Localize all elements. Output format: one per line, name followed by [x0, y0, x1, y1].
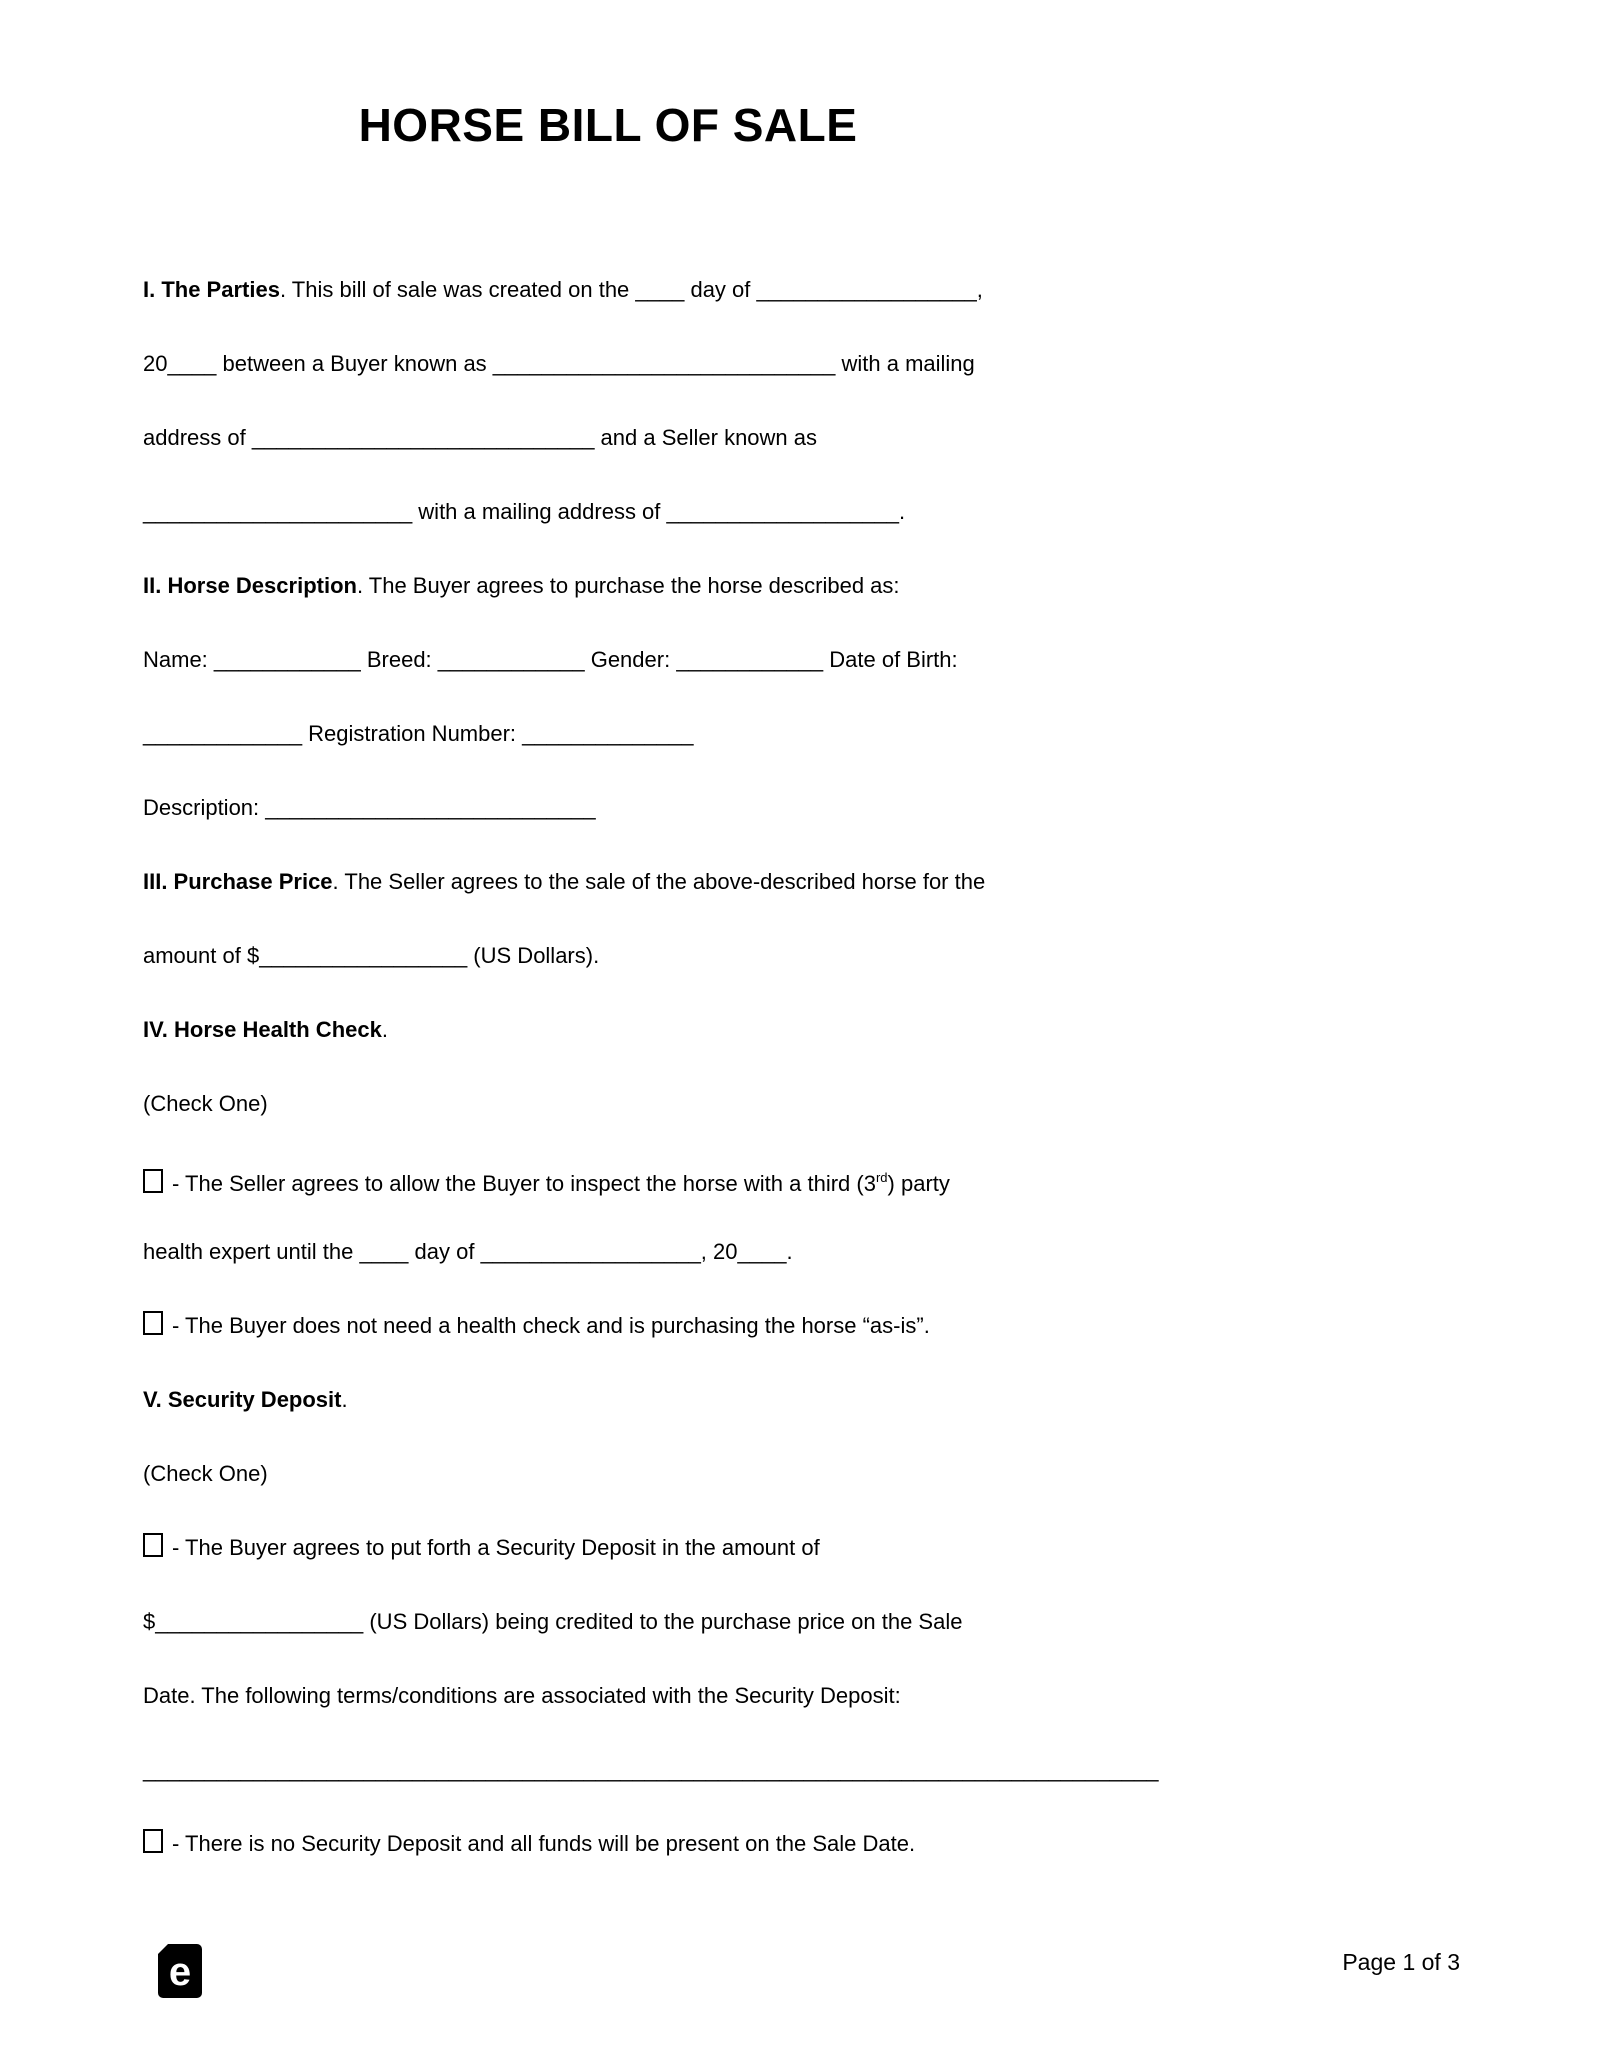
line-text: - The Buyer agrees to put forth a Security Deposit in the amount of — [172, 1535, 820, 1561]
line-text: health expert until the ____ day of __________________, 20____. — [143, 1239, 793, 1265]
checkbox-health-inspect[interactable] — [143, 1169, 163, 1193]
form-body — [143, 253, 1159, 1881]
line-text: - The Seller agrees to allow the Buyer to inspect the horse with a third (3 — [172, 1171, 876, 1197]
document-content — [143, 0, 1159, 1881]
section-heading-parties: I. The Parties — [143, 277, 280, 303]
line-text: (Check One) — [143, 1461, 268, 1487]
line-text: address of ____________________________ and a Seller known as — [143, 425, 818, 451]
checkbox-deposit-none[interactable] — [143, 1829, 163, 1853]
line-text: ) party — [887, 1171, 950, 1197]
page-number-label: Page 1 of 3 — [1342, 1949, 1460, 1975]
section-heading-horse-description: II. Horse Description — [143, 573, 357, 599]
checkbox-health-as-is[interactable] — [143, 1311, 163, 1335]
form-line — [143, 1659, 1073, 1733]
line-text: 20____ between a Buyer known as ____________________________ with a mailing — [143, 351, 975, 377]
form-line-check-one — [143, 1437, 1073, 1511]
form-line — [143, 1215, 1073, 1289]
line-text: . — [381, 1017, 388, 1043]
form-line-check-one — [143, 1067, 1073, 1141]
form-line-option-inspect — [143, 1141, 1073, 1215]
line-text: . The Buyer agrees to purchase the horse described as: — [356, 573, 900, 599]
section-heading-security-deposit: V. Security Deposit — [143, 1387, 342, 1413]
form-line-purchase-price — [143, 845, 1073, 919]
line-text: Description: ___________________________ — [143, 795, 596, 821]
form-line — [143, 1585, 1073, 1659]
eforms-logo — [158, 1944, 202, 1998]
ordinal-superscript: rd — [875, 1170, 888, 1186]
form-line-option-deposit-none — [143, 1807, 1073, 1881]
line-text: Name: ____________ Breed: ____________ Gender: ____________ Date of Birth: — [143, 647, 958, 673]
line-text: . The Seller agrees to the sale of the above-described horse for the — [332, 869, 986, 895]
form-line-health-check — [143, 993, 1073, 1067]
form-line-terms-blank — [143, 1733, 1159, 1807]
form-line — [143, 327, 1073, 401]
checkbox-deposit-yes[interactable] — [143, 1533, 163, 1557]
line-text: ______________________ with a mailing address of ___________________. — [143, 499, 906, 525]
form-line-security-deposit — [143, 1363, 1073, 1437]
form-line-parties — [143, 253, 1073, 327]
section-heading-health-check: IV. Horse Health Check — [143, 1017, 382, 1043]
form-line-horse-fields — [143, 623, 1073, 697]
logo-letter: e — [168, 1950, 192, 1994]
form-line-registration — [143, 697, 1073, 771]
line-text: - There is no Security Deposit and all funds will be present on the Sale Date. — [172, 1831, 916, 1857]
line-text: . This bill of sale was created on the ____ day of __________________, — [279, 277, 983, 303]
line-text: _____________ Registration Number: ______________ — [143, 721, 694, 747]
line-text: amount of $_________________ (US Dollars). — [143, 943, 600, 969]
line-text: . — [341, 1387, 348, 1413]
form-line — [143, 475, 1073, 549]
form-line-option-deposit-yes — [143, 1511, 1073, 1585]
line-text: Date. The following terms/conditions are associated with the Security Deposit: — [143, 1683, 901, 1709]
line-text: - The Buyer does not need a health check and is purchasing the horse “as-is”. — [172, 1313, 930, 1339]
form-line-amount — [143, 919, 1073, 993]
form-line — [143, 401, 1073, 475]
form-line-description-field — [143, 771, 1073, 845]
line-text: $_________________ (US Dollars) being credited to the purchase price on the Sale — [143, 1609, 963, 1635]
line-text: ___________________________________________________________________________________ — [143, 1757, 1159, 1783]
form-line-horse-description — [143, 549, 1073, 623]
form-line-option-as-is — [143, 1289, 1073, 1363]
section-heading-purchase-price: III. Purchase Price — [143, 869, 333, 895]
page-title: HORSE BILL OF SALE — [358, 99, 858, 151]
line-text: (Check One) — [143, 1091, 268, 1117]
